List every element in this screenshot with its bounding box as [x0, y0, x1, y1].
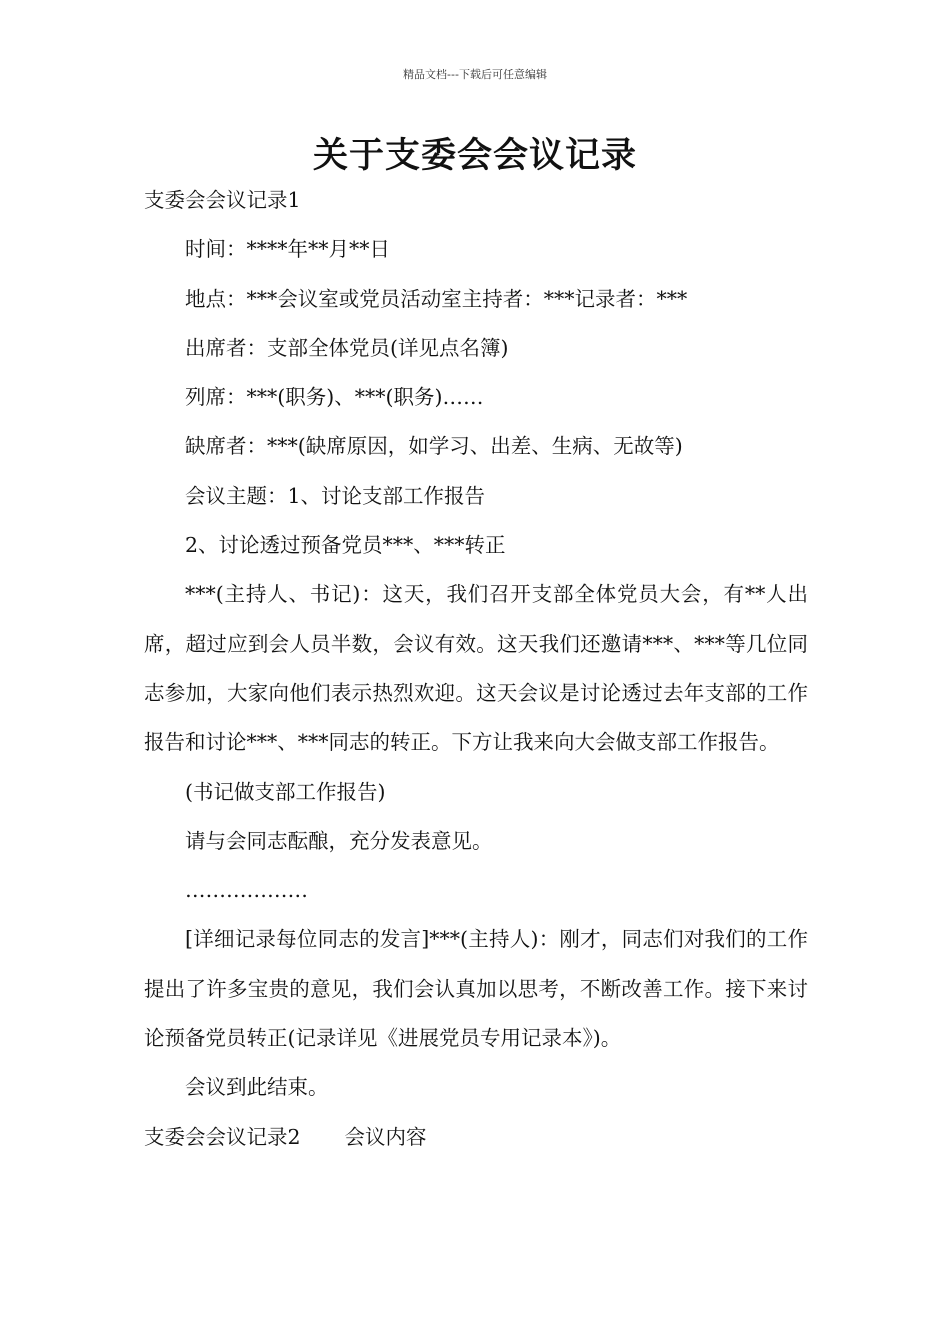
page-header: 精品文档---下载后可任意编辑	[403, 68, 547, 81]
meeting-place: 地点：***会议室或党员活动室主持者：***记录者：***	[185, 286, 688, 311]
section-1-heading: 支委会会议记录1	[144, 188, 301, 212]
host-speech-paragraph: ***(主持人、书记)：这天，我们召开支部全体党员大会，有**人出席，超过应到会人员半数，会议有效。这天我们还邀请***、***等几位同志参加，大家向他们表示热烈欢迎。这天会议是讨论透过去年支部的工作报告和讨论***、***同志的转正。下方让我来向大会做支部工作报告。	[144, 582, 808, 755]
meeting-attendees: 出席者：支部全体党员(详见点名簿)	[185, 335, 509, 360]
closing-line: 会议到此结束。	[185, 1075, 329, 1100]
report-note: (书记做支部工作报告)	[185, 779, 386, 804]
section-2-heading-line	[144, 1113, 808, 1162]
meeting-topic-2: 2、讨论透过预备党员***、***转正	[185, 533, 506, 558]
section-2-heading: 支委会会议记录2	[144, 1124, 301, 1149]
ellipsis-line: ………………	[185, 878, 308, 903]
document-title: 关于支委会会议记录	[312, 136, 637, 176]
section-2-subheading: 会议内容	[344, 1124, 427, 1149]
meeting-time: 时间：****年**月**日	[185, 237, 390, 262]
meeting-topic-1: 会议主题：1、讨论支部工作报告	[185, 483, 486, 508]
invite-discussion: 请与会同志酝酿，充分发表意见。	[185, 828, 493, 853]
meeting-observers: 列席：***(职务)、***(职务)……	[185, 385, 484, 410]
record-detail-paragraph: [详细记录每位同志的发言]***(主持人)：刚才，同志们对我们的工作提出了许多宝贵的意见，我们会认真加以思考，不断改善工作。接下来讨论预备党员转正(记录详见《进展党员专用记录本》)。	[144, 927, 808, 1051]
meeting-absentees: 缺席者：***(缺席原因，如学习、出差、生病、无故等)	[185, 434, 683, 459]
document-body	[144, 176, 808, 1162]
